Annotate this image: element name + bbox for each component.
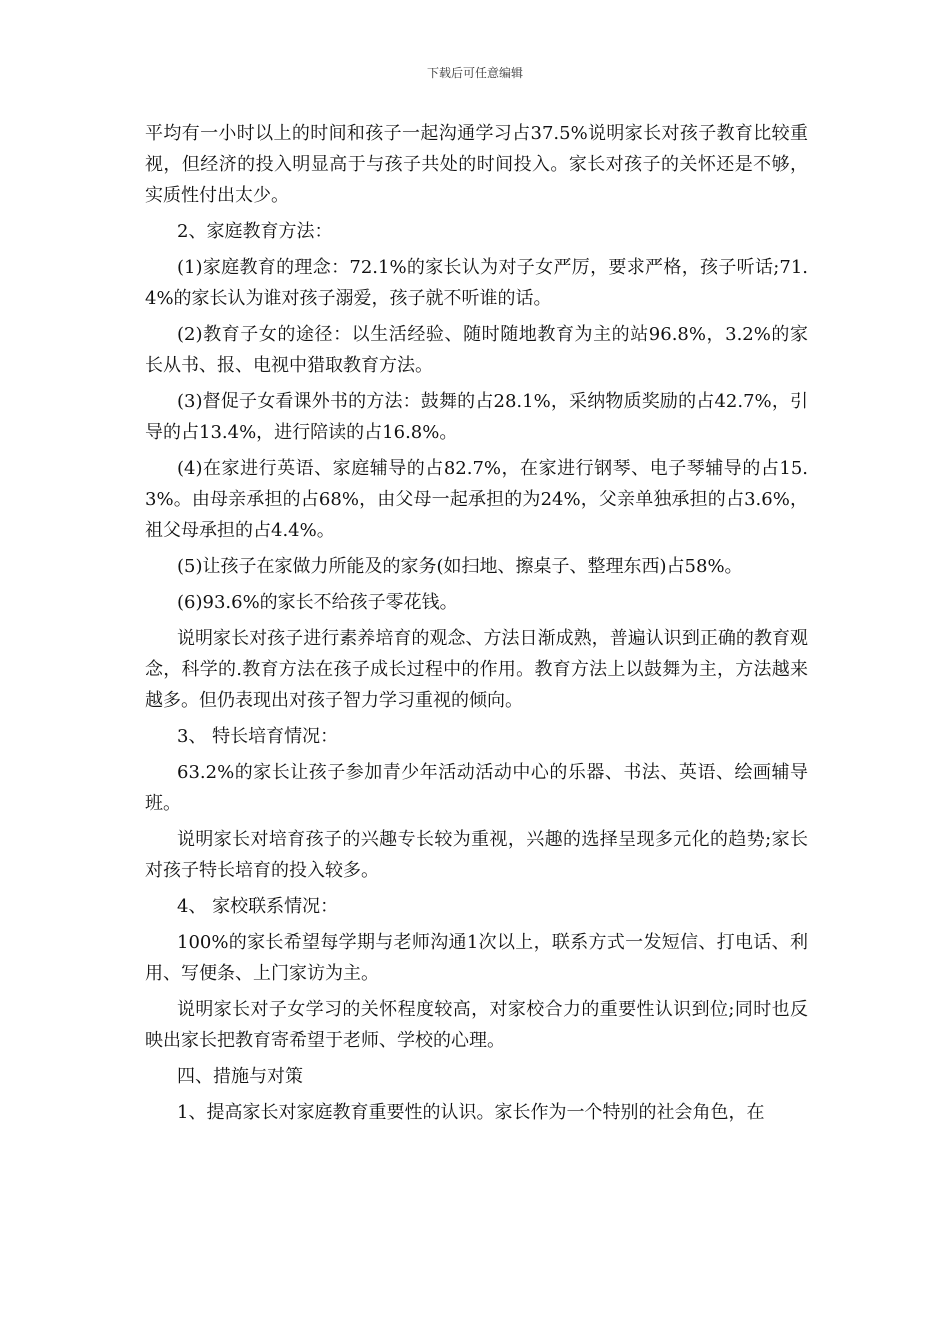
paragraph-4: (3)督促子女看课外书的方法：鼓舞的占28.1%，采纳物质奖励的占42.7%，引导的占13.4%，进行陪读的占16.8%。 — [145, 391, 808, 443]
paragraph-16: 1、提高家长对家庭教育重要性的认识。家长作为一个特别的社会角色，在 — [177, 1102, 765, 1123]
paragraph-5: (4)在家进行英语、家庭辅导的占82.7%，在家进行钢琴、电子琴辅导的占15.3%。由母亲承担的占68%，由父母一起承担的为24%，父亲单独承担的占3.6%，祖父母承担的占4.4%。 — [145, 458, 808, 541]
paragraph-15: 四、措施与对策 — [177, 1066, 303, 1087]
document-body — [145, 118, 808, 1133]
paragraph-7: (6)93.6%的家长不给孩子零花钱。 — [177, 592, 458, 613]
paragraph-13: 100%的家长希望每学期与老师沟通1次以上，联系方式一发短信、打电话、利用、写便条、上门家访为主。 — [145, 932, 808, 984]
paragraph-2: (1)家庭教育的理念：72.1%的家长认为对子女严厉，要求严格，孩子听话;71.4%的家长认为谁对孩子溺爱，孩子就不听谁的话。 — [145, 257, 808, 309]
paragraph-6: (5)让孩子在家做力所能及的家务(如扫地、擦桌子、整理东西)占58%。 — [177, 556, 743, 577]
paragraph-0: 平均有一小时以上的时间和孩子一起沟通学习占37.5%说明家长对孩子教育比较重视，但经济的投入明显高于与孩子共处的时间投入。家长对孩子的关怀还是不够，实质性付出太少。 — [145, 123, 808, 206]
paragraph-8: 说明家长对孩子进行素养培育的观念、方法日渐成熟，普遍认识到正确的教育观念，科学的.教育方法在孩子成长过程中的作用。教育方法上以鼓舞为主，方法越来越多。但仍表现出对孩子智力学习重视的倾向。 — [145, 628, 808, 711]
page-header: 下载后可任意编辑 — [426, 66, 523, 80]
paragraph-12: 4、 家校联系情况： — [177, 896, 339, 917]
paragraph-14: 说明家长对子女学习的关怀程度较高，对家校合力的重要性认识到位;同时也反映出家长把教育寄希望于老师、学校的心理。 — [145, 999, 808, 1051]
paragraph-10: 63.2%的家长让孩子参加青少年活动活动中心的乐器、书法、英语、绘画辅导班。 — [145, 762, 808, 814]
paragraph-11: 说明家长对培育孩子的兴趣专长较为重视，兴趣的选择呈现多元化的趋势;家长对孩子特长培育的投入较多。 — [145, 829, 808, 881]
paragraph-3: (2)教育子女的途径：以生活经验、随时随地教育为主的站96.8%，3.2%的家长从书、报、电视中猎取教育方法。 — [145, 324, 808, 376]
paragraph-9: 3、 特长培育情况： — [177, 726, 339, 747]
paragraph-1: 2、家庭教育方法： — [177, 221, 333, 242]
